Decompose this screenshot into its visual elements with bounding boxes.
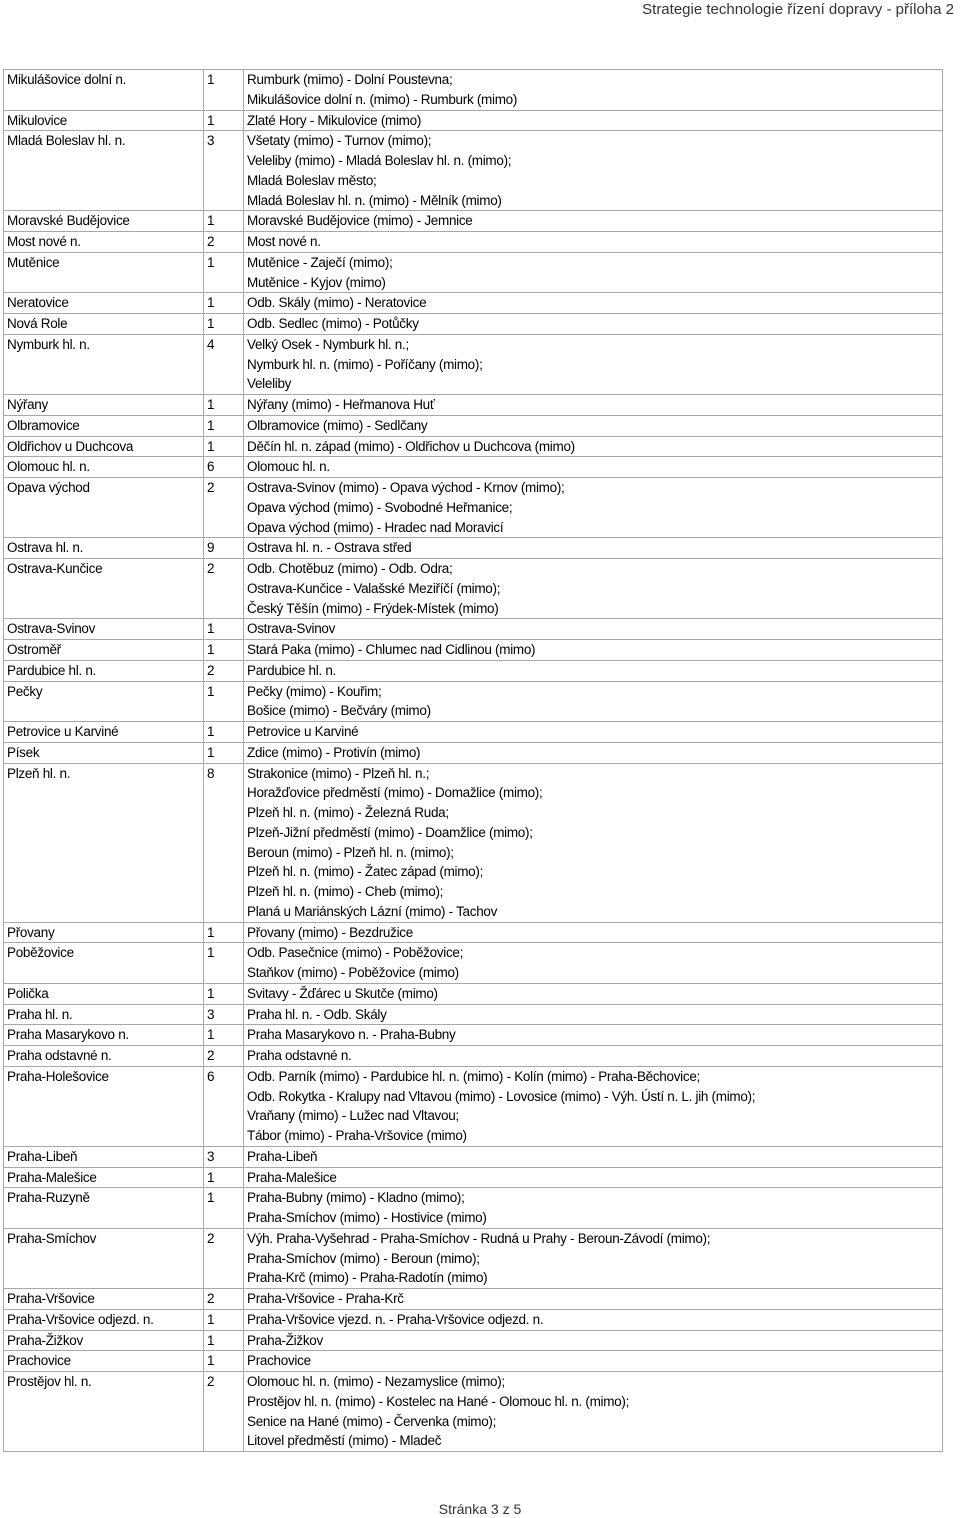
route-line: Ostrava-Kunčice - Valašské Meziříčí (mimo); bbox=[247, 580, 501, 596]
station-name-cell: Mladá Boleslav hl. n. bbox=[4, 131, 204, 211]
route-line: Pardubice hl. n. bbox=[247, 662, 337, 678]
station-name-cell: Polička bbox=[4, 983, 204, 1004]
routes-cell bbox=[244, 1167, 943, 1188]
routes-cell bbox=[244, 722, 943, 743]
station-name-cell: Praha-Smíchov bbox=[4, 1228, 204, 1288]
routes-cell bbox=[244, 1066, 943, 1146]
route-line: Svitavy - Žďárec u Skutče (mimo) bbox=[247, 985, 438, 1001]
table-row bbox=[4, 232, 943, 253]
count-cell: 1 bbox=[204, 252, 244, 293]
count-cell: 1 bbox=[204, 922, 244, 943]
station-name-cell: Petrovice u Karviné bbox=[4, 722, 204, 743]
routes-cell bbox=[244, 1309, 943, 1330]
station-name-cell: Olbramovice bbox=[4, 415, 204, 436]
route-line: Odb. Parník (mimo) - Pardubice hl. n. (mimo) - Kolín (mimo) - Praha-Běchovice; bbox=[247, 1068, 700, 1084]
station-name-cell: Praha Masarykovo n. bbox=[4, 1025, 204, 1046]
table-row bbox=[4, 1372, 943, 1452]
route-line: Praha-Žižkov bbox=[247, 1332, 323, 1348]
routes-cell bbox=[244, 660, 943, 681]
table-row bbox=[4, 395, 943, 416]
route-line: Vraňany (mimo) - Lužec nad Vltavou; bbox=[247, 1108, 459, 1124]
count-cell: 2 bbox=[204, 478, 244, 538]
route-line: Praha-Krč (mimo) - Praha-Radotín (mimo) bbox=[247, 1270, 488, 1286]
table-row bbox=[4, 1046, 943, 1067]
count-cell: 2 bbox=[204, 232, 244, 253]
route-line: Praha-Malešice bbox=[247, 1169, 337, 1185]
route-line: Petrovice u Karviné bbox=[247, 724, 359, 739]
route-line: Planá u Mariánských Lázní (mimo) - Tachov bbox=[247, 903, 498, 919]
count-cell: 2 bbox=[204, 559, 244, 619]
route-line: Praha odstavné n. bbox=[247, 1048, 352, 1063]
routes-cell bbox=[244, 559, 943, 619]
station-name-cell: Praha-Žižkov bbox=[4, 1330, 204, 1351]
routes-cell bbox=[244, 131, 943, 211]
routes-cell bbox=[244, 252, 943, 293]
route-line: Mladá Boleslav město; bbox=[247, 172, 377, 188]
count-cell: 6 bbox=[204, 1066, 244, 1146]
routes-cell bbox=[244, 640, 943, 661]
count-cell: 3 bbox=[204, 131, 244, 211]
route-line: Ostrava hl. n. - Ostrava střed bbox=[247, 540, 412, 556]
routes-cell bbox=[244, 1046, 943, 1067]
count-cell: 1 bbox=[204, 943, 244, 984]
table-row bbox=[4, 742, 943, 763]
count-cell: 2 bbox=[204, 1228, 244, 1288]
table-row bbox=[4, 436, 943, 457]
station-name-cell: Praha odstavné n. bbox=[4, 1046, 204, 1067]
count-cell: 1 bbox=[204, 640, 244, 661]
table-row bbox=[4, 314, 943, 335]
routes-cell bbox=[244, 211, 943, 232]
station-name-cell: Pečky bbox=[4, 681, 204, 722]
table-row bbox=[4, 334, 943, 394]
station-name-cell: Praha-Vršovice bbox=[4, 1289, 204, 1310]
routes-cell bbox=[244, 742, 943, 763]
station-name-cell: Prostějov hl. n. bbox=[4, 1372, 204, 1452]
station-name-cell: Nýřany bbox=[4, 395, 204, 416]
route-line: Odb. Chotěbuz (mimo) - Odb. Odra; bbox=[247, 561, 453, 576]
count-cell: 9 bbox=[204, 538, 244, 559]
route-line: Plzeň hl. n. (mimo) - Cheb (mimo); bbox=[247, 884, 444, 899]
count-cell: 1 bbox=[204, 619, 244, 640]
route-line: Velký Osek - Nymburk hl. n.; bbox=[247, 336, 409, 352]
route-line: Český Těšín (mimo) - Frýdek-Místek (mimo) bbox=[247, 600, 499, 616]
table-row bbox=[4, 559, 943, 619]
table-row bbox=[4, 1228, 943, 1288]
routes-cell bbox=[244, 763, 943, 922]
table-row bbox=[4, 763, 943, 922]
routes-cell bbox=[244, 436, 943, 457]
table-body bbox=[4, 70, 943, 1452]
table-row bbox=[4, 1351, 943, 1372]
table-row bbox=[4, 1289, 943, 1310]
route-line: Praha-Vršovice vjezd. n. - Praha-Vršovice odjezd. n. bbox=[247, 1311, 544, 1327]
table-row bbox=[4, 110, 943, 131]
table-row bbox=[4, 70, 943, 111]
routes-cell bbox=[244, 943, 943, 984]
route-line: Praha-Smíchov (mimo) - Hostivice (mimo) bbox=[247, 1210, 487, 1225]
count-cell: 3 bbox=[204, 1146, 244, 1167]
count-cell: 1 bbox=[204, 1188, 244, 1229]
count-cell: 1 bbox=[204, 1330, 244, 1351]
station-name-cell: Most nové n. bbox=[4, 232, 204, 253]
routes-cell bbox=[244, 110, 943, 131]
route-line: Veleliby (mimo) - Mladá Boleslav hl. n. (mimo); bbox=[247, 153, 512, 168]
route-line: Odb. Rokytka - Kralupy nad Vltavou (mimo) - Lovosice (mimo) - Výh. Ústí n. L. jih (mimo); bbox=[247, 1088, 756, 1104]
table-row bbox=[4, 640, 943, 661]
routes-cell bbox=[244, 415, 943, 436]
count-cell: 6 bbox=[204, 457, 244, 478]
count-cell: 4 bbox=[204, 334, 244, 394]
table-row bbox=[4, 1066, 943, 1146]
count-cell: 1 bbox=[204, 983, 244, 1004]
station-name-cell: Praha-Libeň bbox=[4, 1146, 204, 1167]
route-line: Všetaty (mimo) - Turnov (mimo); bbox=[247, 133, 432, 149]
route-line: Prachovice bbox=[247, 1353, 311, 1369]
table-row bbox=[4, 538, 943, 559]
route-line: Plzeň-Jižní předměstí (mimo) - Doamžlice (mimo); bbox=[247, 824, 533, 840]
routes-cell bbox=[244, 478, 943, 538]
count-cell: 3 bbox=[204, 1004, 244, 1025]
route-line: Praha Masarykovo n. - Praha-Bubny bbox=[247, 1027, 456, 1043]
route-line: Bošice (mimo) - Bečváry (mimo) bbox=[247, 703, 431, 719]
routes-cell bbox=[244, 1188, 943, 1229]
table-row bbox=[4, 1330, 943, 1351]
route-line: Přovany (mimo) - Bezdružice bbox=[247, 924, 413, 940]
routes-cell bbox=[244, 70, 943, 111]
route-line: Veleliby bbox=[247, 376, 292, 392]
count-cell: 1 bbox=[204, 293, 244, 314]
routes-cell bbox=[244, 232, 943, 253]
count-cell: 8 bbox=[204, 763, 244, 922]
route-line: Rumburk (mimo) - Dolní Poustevna; bbox=[247, 72, 453, 87]
station-name-cell: Oldřichov u Duchcova bbox=[4, 436, 204, 457]
routes-cell bbox=[244, 1004, 943, 1025]
route-line: Zlaté Hory - Mikulovice (mimo) bbox=[247, 112, 422, 128]
routes-cell bbox=[244, 1025, 943, 1046]
route-line: Praha-Bubny (mimo) - Kladno (mimo); bbox=[247, 1190, 465, 1206]
table-row bbox=[4, 619, 943, 640]
count-cell: 1 bbox=[204, 1025, 244, 1046]
page-header bbox=[0, 0, 960, 26]
route-line: Olomouc hl. n. (mimo) - Nezamyslice (mimo); bbox=[247, 1374, 505, 1389]
routes-cell bbox=[244, 983, 943, 1004]
station-name-cell: Nymburk hl. n. bbox=[4, 334, 204, 394]
document-title: Strategie technologie řízení dopravy - příloha 2 bbox=[642, 1, 954, 18]
route-line: Moravské Budějovice (mimo) - Jemnice bbox=[247, 213, 473, 229]
station-name-cell: Plzeň hl. n. bbox=[4, 763, 204, 922]
table-row bbox=[4, 1004, 943, 1025]
table-row bbox=[4, 1167, 943, 1188]
route-line: Mutěnice - Kyjov (mimo) bbox=[247, 274, 386, 290]
route-line: Stará Paka (mimo) - Chlumec nad Cidlinou (mimo) bbox=[247, 642, 536, 657]
station-name-cell: Olomouc hl. n. bbox=[4, 457, 204, 478]
count-cell: 1 bbox=[204, 110, 244, 131]
count-cell: 1 bbox=[204, 314, 244, 335]
table-row bbox=[4, 1025, 943, 1046]
route-line: Mikulášovice dolní n. (mimo) - Rumburk (mimo) bbox=[247, 91, 518, 107]
count-cell: 1 bbox=[204, 211, 244, 232]
station-name-cell: Písek bbox=[4, 742, 204, 763]
table-row bbox=[4, 252, 943, 293]
count-cell: 1 bbox=[204, 722, 244, 743]
route-line: Pečky (mimo) - Kouřim; bbox=[247, 683, 382, 699]
routes-cell bbox=[244, 293, 943, 314]
table-row bbox=[4, 131, 943, 211]
route-line: Plzeň hl. n. (mimo) - Železná Ruda; bbox=[247, 805, 449, 820]
station-name-cell: Prachovice bbox=[4, 1351, 204, 1372]
page-number: Stránka 3 z 5 bbox=[438, 1501, 522, 1517]
route-line: Opava východ (mimo) - Hradec nad Moravicí bbox=[247, 519, 504, 535]
routes-cell bbox=[244, 619, 943, 640]
route-line: Staňkov (mimo) - Poběžovice (mimo) bbox=[247, 965, 459, 980]
routes-cell bbox=[244, 457, 943, 478]
count-cell: 1 bbox=[204, 1351, 244, 1372]
route-line: Plzeň hl. n. (mimo) - Žatec západ (mimo); bbox=[247, 864, 484, 880]
station-name-cell: Praha-Malešice bbox=[4, 1167, 204, 1188]
count-cell: 1 bbox=[204, 681, 244, 722]
station-name-cell: Nová Role bbox=[4, 314, 204, 335]
route-line: Opava východ (mimo) - Svobodné Heřmanice; bbox=[247, 499, 513, 515]
route-line: Praha-Libeň bbox=[247, 1148, 318, 1164]
routes-cell bbox=[244, 395, 943, 416]
route-line: Most nové n. bbox=[247, 234, 321, 249]
route-line: Beroun (mimo) - Plzeň hl. n. (mimo); bbox=[247, 844, 454, 860]
count-cell: 1 bbox=[204, 436, 244, 457]
routes-cell bbox=[244, 314, 943, 335]
station-name-cell: Praha-Holešovice bbox=[4, 1066, 204, 1146]
route-line: Výh. Praha-Vyšehrad - Praha-Smíchov - Rudná u Prahy - Beroun-Závodí (mimo); bbox=[247, 1230, 711, 1246]
count-cell: 2 bbox=[204, 660, 244, 681]
table-row bbox=[4, 660, 943, 681]
routes-cell bbox=[244, 1330, 943, 1351]
route-line: Prostějov hl. n. (mimo) - Kostelec na Hané - Olomouc hl. n. (mimo); bbox=[247, 1393, 630, 1409]
table-row bbox=[4, 415, 943, 436]
count-cell: 1 bbox=[204, 742, 244, 763]
route-line: Praha-Vršovice - Praha-Krč bbox=[247, 1291, 404, 1306]
table-row bbox=[4, 681, 943, 722]
page-footer bbox=[0, 1500, 960, 1518]
routes-cell bbox=[244, 1228, 943, 1288]
route-line: Strakonice (mimo) - Plzeň hl. n.; bbox=[247, 765, 430, 781]
station-name-cell: Mikulášovice dolní n. bbox=[4, 70, 204, 111]
route-line: Mutěnice - Zaječí (mimo); bbox=[247, 254, 393, 270]
table-row bbox=[4, 983, 943, 1004]
table-row bbox=[4, 478, 943, 538]
routes-cell bbox=[244, 1146, 943, 1167]
count-cell: 1 bbox=[204, 415, 244, 436]
count-cell: 2 bbox=[204, 1372, 244, 1452]
station-name-cell: Neratovice bbox=[4, 293, 204, 314]
station-name-cell: Praha hl. n. bbox=[4, 1004, 204, 1025]
table-row bbox=[4, 293, 943, 314]
station-name-cell: Ostrava-Kunčice bbox=[4, 559, 204, 619]
routes-cell bbox=[244, 1372, 943, 1452]
route-line: Odb. Skály (mimo) - Neratovice bbox=[247, 295, 427, 311]
route-line: Olbramovice (mimo) - Sedlčany bbox=[247, 417, 428, 433]
station-name-cell: Praha-Vršovice odjezd. n. bbox=[4, 1309, 204, 1330]
count-cell: 2 bbox=[204, 1046, 244, 1067]
routes-cell bbox=[244, 681, 943, 722]
station-name-cell: Praha-Ruzyně bbox=[4, 1188, 204, 1229]
station-name-cell: Poběžovice bbox=[4, 943, 204, 984]
routes-cell bbox=[244, 1289, 943, 1310]
count-cell: 1 bbox=[204, 1309, 244, 1330]
route-line: Odb. Pasečnice (mimo) - Poběžovice; bbox=[247, 945, 464, 961]
count-cell: 1 bbox=[204, 1167, 244, 1188]
route-line: Praha-Smíchov (mimo) - Beroun (mimo); bbox=[247, 1250, 480, 1266]
route-line: Ostrava-Svinov (mimo) - Opava východ - Krnov (mimo); bbox=[247, 480, 565, 495]
table-row bbox=[4, 722, 943, 743]
routes-cell bbox=[244, 922, 943, 943]
station-name-cell: Ostrava-Svinov bbox=[4, 619, 204, 640]
station-name-cell: Pardubice hl. n. bbox=[4, 660, 204, 681]
route-line: Litovel předměstí (mimo) - Mladeč bbox=[247, 1433, 442, 1449]
station-name-cell: Přovany bbox=[4, 922, 204, 943]
route-line: Děčín hl. n. západ (mimo) - Oldřichov u Duchcova (mimo) bbox=[247, 438, 575, 454]
route-line: Praha hl. n. - Odb. Skály bbox=[247, 1006, 387, 1022]
route-line: Nýřany (mimo) - Heřmanova Huť bbox=[247, 397, 435, 412]
table-row bbox=[4, 922, 943, 943]
route-line: Zdice (mimo) - Protivín (mimo) bbox=[247, 744, 421, 760]
route-line: Mladá Boleslav hl. n. (mimo) - Mělník (mimo) bbox=[247, 192, 502, 208]
table-row bbox=[4, 1188, 943, 1229]
table-row bbox=[4, 1309, 943, 1330]
station-name-cell: Ostrava hl. n. bbox=[4, 538, 204, 559]
routes-cell bbox=[244, 538, 943, 559]
routes-cell bbox=[244, 1351, 943, 1372]
route-line: Horažďovice předměstí (mimo) - Domažlice (mimo); bbox=[247, 785, 543, 801]
table-row bbox=[4, 457, 943, 478]
route-line: Nymburk hl. n. (mimo) - Poříčany (mimo); bbox=[247, 356, 483, 372]
station-name-cell: Ostroměř bbox=[4, 640, 204, 661]
station-name-cell: Mikulovice bbox=[4, 110, 204, 131]
routes-cell bbox=[244, 334, 943, 394]
station-name-cell: Mutěnice bbox=[4, 252, 204, 293]
table-row bbox=[4, 211, 943, 232]
count-cell: 1 bbox=[204, 395, 244, 416]
station-name-cell: Moravské Budějovice bbox=[4, 211, 204, 232]
table-row bbox=[4, 1146, 943, 1167]
route-line: Senice na Hané (mimo) - Červenka (mimo); bbox=[247, 1413, 497, 1429]
station-routes-table bbox=[3, 69, 943, 1452]
route-line: Ostrava-Svinov bbox=[247, 621, 336, 637]
count-cell: 1 bbox=[204, 70, 244, 111]
route-line: Tábor (mimo) - Praha-Vršovice (mimo) bbox=[247, 1128, 467, 1143]
count-cell: 2 bbox=[204, 1289, 244, 1310]
station-name-cell: Opava východ bbox=[4, 478, 204, 538]
route-line: Odb. Sedlec (mimo) - Potůčky bbox=[247, 316, 419, 331]
table-row bbox=[4, 943, 943, 984]
route-line: Olomouc hl. n. bbox=[247, 459, 330, 475]
